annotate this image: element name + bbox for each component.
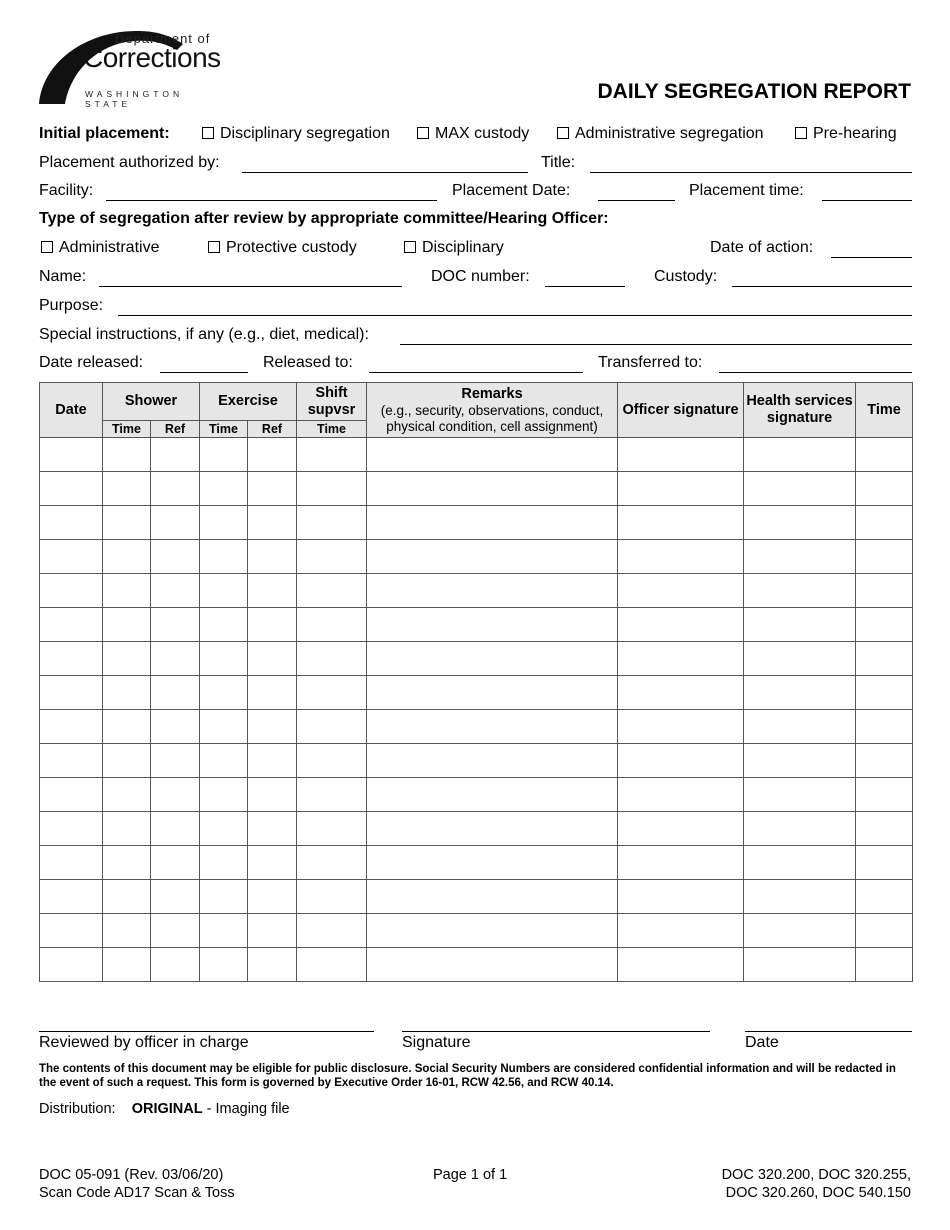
- transferred-to-field[interactable]: [719, 372, 912, 373]
- facility-row: [39, 182, 911, 204]
- disclosure-notice: The contents of this document may be eligible for public disclosure. Social Security Numbers are considered confidential information and will be redacted in the event of such a request. This form is governed by Executive Order 16-01, RCW 42.56, and RCW 40.14.: [39, 1063, 896, 1089]
- table-cell[interactable]: [618, 540, 744, 574]
- header-officer-signature: Officer signature: [618, 383, 744, 438]
- table-cell[interactable]: [856, 472, 913, 506]
- table-cell[interactable]: [40, 914, 103, 948]
- table-cell[interactable]: [151, 846, 200, 880]
- header-date: Date: [40, 383, 103, 438]
- table-cell[interactable]: [103, 914, 151, 948]
- table-cell[interactable]: [151, 744, 200, 778]
- table-cell[interactable]: [744, 438, 856, 472]
- header-remarks: [367, 383, 618, 438]
- option-disciplinary[interactable]: Disciplinary: [404, 239, 504, 257]
- table-cell[interactable]: [367, 778, 618, 812]
- table-cell[interactable]: [297, 642, 367, 676]
- table-cell[interactable]: [744, 506, 856, 540]
- table-cell[interactable]: [618, 880, 744, 914]
- table-cell[interactable]: [618, 948, 744, 982]
- table-cell[interactable]: [297, 744, 367, 778]
- table-cell[interactable]: [200, 846, 248, 880]
- purpose-field[interactable]: [118, 315, 912, 316]
- table-cell[interactable]: [103, 880, 151, 914]
- distribution-rest: - Imaging file: [202, 1101, 290, 1117]
- form-number: DOC 05-091 (Rev. 03/06/20): [39, 1167, 224, 1183]
- table-cell[interactable]: [856, 438, 913, 472]
- table-cell[interactable]: [618, 710, 744, 744]
- date-of-action-label: Date of action:: [710, 239, 814, 256]
- table-cell[interactable]: [248, 744, 297, 778]
- table-cell[interactable]: [618, 438, 744, 472]
- table-cell[interactable]: [744, 812, 856, 846]
- table-cell[interactable]: [744, 914, 856, 948]
- table-row: [40, 608, 913, 642]
- table-cell[interactable]: [200, 710, 248, 744]
- remarks-subtitle: (e.g., security, observations, conduct, physical condition, cell assignment): [380, 402, 604, 434]
- name-field[interactable]: [99, 286, 402, 287]
- table-cell[interactable]: [248, 574, 297, 608]
- table-cell[interactable]: [103, 472, 151, 506]
- header-shower: Shower: [103, 383, 200, 421]
- released-to-field[interactable]: [369, 372, 583, 373]
- table-cell[interactable]: [40, 540, 103, 574]
- subheader-exercise-ref: Ref: [248, 421, 297, 438]
- table-cell[interactable]: [151, 506, 200, 540]
- logo-department: Department of: [115, 31, 211, 46]
- table-cell[interactable]: [297, 540, 367, 574]
- option-protective-custody[interactable]: Protective custody: [208, 239, 357, 257]
- table-cell[interactable]: [248, 914, 297, 948]
- policy-refs-line1: DOC 320.200, DOC 320.255,: [721, 1167, 911, 1183]
- table-cell[interactable]: [744, 574, 856, 608]
- table-cell[interactable]: [297, 438, 367, 472]
- table-row: [40, 506, 913, 540]
- table-cell[interactable]: [248, 438, 297, 472]
- table-cell[interactable]: [200, 540, 248, 574]
- table-cell[interactable]: [856, 744, 913, 778]
- table-cell[interactable]: [297, 914, 367, 948]
- table-cell[interactable]: [151, 438, 200, 472]
- signature-label: Signature: [402, 1034, 471, 1051]
- table-cell[interactable]: [40, 574, 103, 608]
- date-released-label: Date released:: [39, 354, 144, 371]
- table-cell[interactable]: [618, 778, 744, 812]
- table-cell[interactable]: [40, 812, 103, 846]
- header-shift-supervisor: Shift supvsr: [297, 383, 367, 421]
- subheader-exercise-time: Time: [200, 421, 248, 438]
- table-cell[interactable]: [618, 744, 744, 778]
- checkbox[interactable]: [557, 127, 569, 139]
- table-cell[interactable]: [618, 642, 744, 676]
- initial-placement-row: [39, 125, 911, 147]
- review-heading: Type of segregation after review by appropriate committee/Hearing Officer:: [39, 210, 609, 227]
- table-cell[interactable]: [367, 914, 618, 948]
- table-cell[interactable]: [151, 914, 200, 948]
- distribution-label: Distribution:: [39, 1101, 116, 1117]
- segregation-log-table: [39, 382, 913, 982]
- table-cell[interactable]: [40, 846, 103, 880]
- table-cell[interactable]: [297, 506, 367, 540]
- table-cell[interactable]: [200, 506, 248, 540]
- title-field[interactable]: [590, 172, 912, 173]
- logo-state: WASHINGTON STATE: [85, 89, 184, 109]
- table-cell[interactable]: [40, 676, 103, 710]
- checkbox[interactable]: [417, 127, 429, 139]
- table-cell[interactable]: [103, 710, 151, 744]
- table-cell[interactable]: [40, 948, 103, 982]
- table-cell[interactable]: [151, 540, 200, 574]
- table-cell[interactable]: [103, 744, 151, 778]
- purpose-row: [39, 297, 911, 319]
- logo-corrections: Corrections: [83, 42, 221, 73]
- table-cell[interactable]: [618, 506, 744, 540]
- placement-time-label: Placement time:: [689, 182, 804, 199]
- table-cell[interactable]: [103, 778, 151, 812]
- remarks-title: Remarks: [461, 385, 523, 402]
- table-cell[interactable]: [200, 812, 248, 846]
- table-cell[interactable]: [856, 642, 913, 676]
- table-cell[interactable]: [744, 472, 856, 506]
- table-row: [40, 710, 913, 744]
- table-cell[interactable]: [200, 608, 248, 642]
- table-cell[interactable]: [297, 608, 367, 642]
- special-instructions-row: [39, 326, 911, 348]
- table-cell[interactable]: [103, 438, 151, 472]
- table-cell[interactable]: [200, 744, 248, 778]
- signature-line[interactable]: [402, 1031, 710, 1032]
- table-cell[interactable]: [151, 880, 200, 914]
- initial-placement-label: Initial placement:: [39, 125, 170, 142]
- table-cell[interactable]: [151, 948, 200, 982]
- table-cell[interactable]: [40, 880, 103, 914]
- checkbox[interactable]: [795, 127, 807, 139]
- release-row: [39, 354, 911, 376]
- table-cell[interactable]: [367, 642, 618, 676]
- table-cell[interactable]: [367, 812, 618, 846]
- table-cell[interactable]: [151, 710, 200, 744]
- policy-refs-line2: DOC 320.260, DOC 540.150: [725, 1185, 911, 1201]
- table-cell[interactable]: [856, 506, 913, 540]
- table-cell[interactable]: [40, 744, 103, 778]
- table-cell[interactable]: [151, 608, 200, 642]
- authorized-by-label: Placement authorized by:: [39, 154, 220, 171]
- table-row: [40, 948, 913, 982]
- table-row: [40, 812, 913, 846]
- purpose-label: Purpose:: [39, 297, 104, 314]
- table-cell[interactable]: [103, 574, 151, 608]
- table-cell[interactable]: [248, 608, 297, 642]
- table-cell[interactable]: [200, 914, 248, 948]
- facility-label: Facility:: [39, 182, 94, 199]
- table-cell[interactable]: [744, 676, 856, 710]
- table-row: [40, 540, 913, 574]
- table-cell[interactable]: [856, 608, 913, 642]
- authorized-by-field[interactable]: [242, 172, 528, 173]
- table-cell[interactable]: [618, 472, 744, 506]
- table-cell[interactable]: [200, 880, 248, 914]
- page-title: DAILY SEGREGATION REPORT: [597, 80, 911, 103]
- option-disciplinary-segregation[interactable]: Disciplinary segregation: [202, 125, 390, 143]
- date-released-field[interactable]: [160, 372, 248, 373]
- table-row: [40, 676, 913, 710]
- placement-date-label: Placement Date:: [452, 182, 571, 199]
- option-pre-hearing[interactable]: Pre-hearing: [795, 125, 897, 143]
- doc-logo: [39, 30, 229, 108]
- table-cell[interactable]: [367, 540, 618, 574]
- table-cell[interactable]: [151, 778, 200, 812]
- table-row: [40, 642, 913, 676]
- subheader-shift-time: Time: [297, 421, 367, 438]
- table-cell[interactable]: [248, 880, 297, 914]
- checkbox[interactable]: [208, 241, 220, 253]
- table-cell[interactable]: [248, 642, 297, 676]
- table-cell[interactable]: [248, 676, 297, 710]
- table-cell[interactable]: [856, 540, 913, 574]
- facility-field[interactable]: [106, 200, 437, 201]
- table-cell[interactable]: [856, 778, 913, 812]
- table-row: [40, 744, 913, 778]
- table-cell[interactable]: [744, 642, 856, 676]
- reviewed-by-line[interactable]: [39, 1031, 374, 1032]
- table-cell[interactable]: [248, 506, 297, 540]
- option-administrative[interactable]: Administrative: [41, 239, 159, 257]
- table-cell[interactable]: [200, 472, 248, 506]
- table-cell[interactable]: [103, 608, 151, 642]
- table-cell[interactable]: [367, 846, 618, 880]
- table-cell[interactable]: [744, 880, 856, 914]
- custody-label: Custody:: [654, 268, 718, 285]
- header-health-services-signature: Health services signature: [744, 383, 856, 438]
- table-cell[interactable]: [40, 710, 103, 744]
- table-cell[interactable]: [151, 642, 200, 676]
- scan-code: Scan Code AD17 Scan & Toss: [39, 1185, 235, 1201]
- table-cell[interactable]: [297, 812, 367, 846]
- table-cell[interactable]: [297, 880, 367, 914]
- table-cell[interactable]: [248, 778, 297, 812]
- option-max-custody[interactable]: MAX custody: [417, 125, 529, 143]
- header-time: Time: [856, 383, 913, 438]
- table-cell[interactable]: [103, 948, 151, 982]
- table-row: [40, 778, 913, 812]
- table-cell[interactable]: [200, 778, 248, 812]
- authorized-row: [39, 154, 911, 176]
- table-cell[interactable]: [248, 846, 297, 880]
- table-cell[interactable]: [856, 710, 913, 744]
- footer-form-info: [39, 1166, 235, 1202]
- placement-time-field[interactable]: [822, 200, 912, 201]
- log-rows: [40, 438, 913, 982]
- date-label: Date: [745, 1034, 779, 1051]
- table-cell[interactable]: [856, 948, 913, 982]
- table-cell[interactable]: [297, 778, 367, 812]
- subheader-shower-ref: Ref: [151, 421, 200, 438]
- table-cell[interactable]: [367, 608, 618, 642]
- released-to-label: Released to:: [263, 354, 353, 371]
- table-cell[interactable]: [151, 472, 200, 506]
- table-cell[interactable]: [297, 846, 367, 880]
- table-cell[interactable]: [744, 948, 856, 982]
- table-cell[interactable]: [618, 574, 744, 608]
- table-cell[interactable]: [618, 608, 744, 642]
- table-cell[interactable]: [744, 710, 856, 744]
- table-cell[interactable]: [367, 574, 618, 608]
- table-cell[interactable]: [200, 642, 248, 676]
- table-cell[interactable]: [248, 540, 297, 574]
- table-cell[interactable]: [151, 812, 200, 846]
- table-cell[interactable]: [856, 880, 913, 914]
- review-options-row: [39, 239, 911, 261]
- title-label: Title:: [541, 154, 576, 171]
- table-cell[interactable]: [367, 438, 618, 472]
- table-cell[interactable]: [367, 506, 618, 540]
- page-number: Page 1 of 1: [433, 1167, 508, 1183]
- placement-date-field[interactable]: [598, 200, 675, 201]
- table-row: [40, 846, 913, 880]
- table-cell[interactable]: [744, 744, 856, 778]
- table-cell[interactable]: [248, 948, 297, 982]
- table-cell[interactable]: [367, 880, 618, 914]
- table-cell[interactable]: [618, 676, 744, 710]
- table-cell[interactable]: [744, 540, 856, 574]
- table-cell[interactable]: [297, 710, 367, 744]
- reviewed-by-label: Reviewed by officer in charge: [39, 1034, 249, 1051]
- table-cell[interactable]: [367, 676, 618, 710]
- table-cell[interactable]: [151, 676, 200, 710]
- table-cell[interactable]: [200, 438, 248, 472]
- distribution-original: ORIGINAL: [131, 1101, 203, 1117]
- table-cell[interactable]: [856, 812, 913, 846]
- table-cell[interactable]: [103, 642, 151, 676]
- table-cell[interactable]: [103, 812, 151, 846]
- table-row: [40, 472, 913, 506]
- table-cell[interactable]: [744, 608, 856, 642]
- table-cell[interactable]: [297, 948, 367, 982]
- option-administrative-segregation[interactable]: Administrative segregation: [557, 125, 764, 143]
- table-cell[interactable]: [248, 710, 297, 744]
- table-cell[interactable]: [40, 642, 103, 676]
- name-row: [39, 268, 911, 290]
- table-cell[interactable]: [103, 506, 151, 540]
- table-row: [40, 574, 913, 608]
- doc-number-label: DOC number:: [431, 268, 530, 285]
- table-cell[interactable]: [200, 948, 248, 982]
- table-cell[interactable]: [856, 914, 913, 948]
- special-instructions-field[interactable]: [400, 344, 912, 345]
- table-row: [40, 914, 913, 948]
- transferred-to-label: Transferred to:: [598, 354, 703, 371]
- doc-number-field[interactable]: [545, 286, 625, 287]
- table-row: [40, 438, 913, 472]
- checkbox[interactable]: [202, 127, 214, 139]
- table-cell[interactable]: [856, 574, 913, 608]
- table-cell[interactable]: [40, 608, 103, 642]
- table-cell[interactable]: [103, 676, 151, 710]
- checkbox[interactable]: [404, 241, 416, 253]
- table-cell[interactable]: [40, 438, 103, 472]
- table-cell[interactable]: [151, 574, 200, 608]
- table-cell[interactable]: [367, 948, 618, 982]
- table-cell[interactable]: [40, 778, 103, 812]
- special-instructions-label: Special instructions, if any (e.g., diet, medical):: [39, 326, 369, 343]
- date-line[interactable]: [745, 1031, 912, 1032]
- review-heading-row: [39, 210, 911, 232]
- table-cell[interactable]: [618, 812, 744, 846]
- table-cell[interactable]: [200, 676, 248, 710]
- table-cell[interactable]: [367, 710, 618, 744]
- table-cell[interactable]: [744, 778, 856, 812]
- table-cell[interactable]: [248, 472, 297, 506]
- date-of-action-field[interactable]: [831, 257, 912, 258]
- header-exercise: Exercise: [200, 383, 297, 421]
- table-cell[interactable]: [200, 574, 248, 608]
- table-cell[interactable]: [618, 846, 744, 880]
- checkbox[interactable]: [41, 241, 53, 253]
- table-cell[interactable]: [367, 472, 618, 506]
- table-cell[interactable]: [744, 846, 856, 880]
- table-row: [40, 880, 913, 914]
- table-cell[interactable]: [856, 846, 913, 880]
- table-cell[interactable]: [103, 540, 151, 574]
- name-label: Name:: [39, 268, 87, 285]
- distribution-line: [39, 1101, 290, 1117]
- table-cell[interactable]: [297, 574, 367, 608]
- custody-field[interactable]: [732, 286, 912, 287]
- table-cell[interactable]: [103, 846, 151, 880]
- table-cell[interactable]: [40, 506, 103, 540]
- table-cell[interactable]: [856, 676, 913, 710]
- table-cell[interactable]: [297, 676, 367, 710]
- table-cell[interactable]: [297, 472, 367, 506]
- table-cell[interactable]: [367, 744, 618, 778]
- table-cell[interactable]: [618, 914, 744, 948]
- table-cell[interactable]: [40, 472, 103, 506]
- subheader-shower-time: Time: [103, 421, 151, 438]
- table-cell[interactable]: [248, 812, 297, 846]
- footer-policy-refs: [722, 1166, 911, 1202]
